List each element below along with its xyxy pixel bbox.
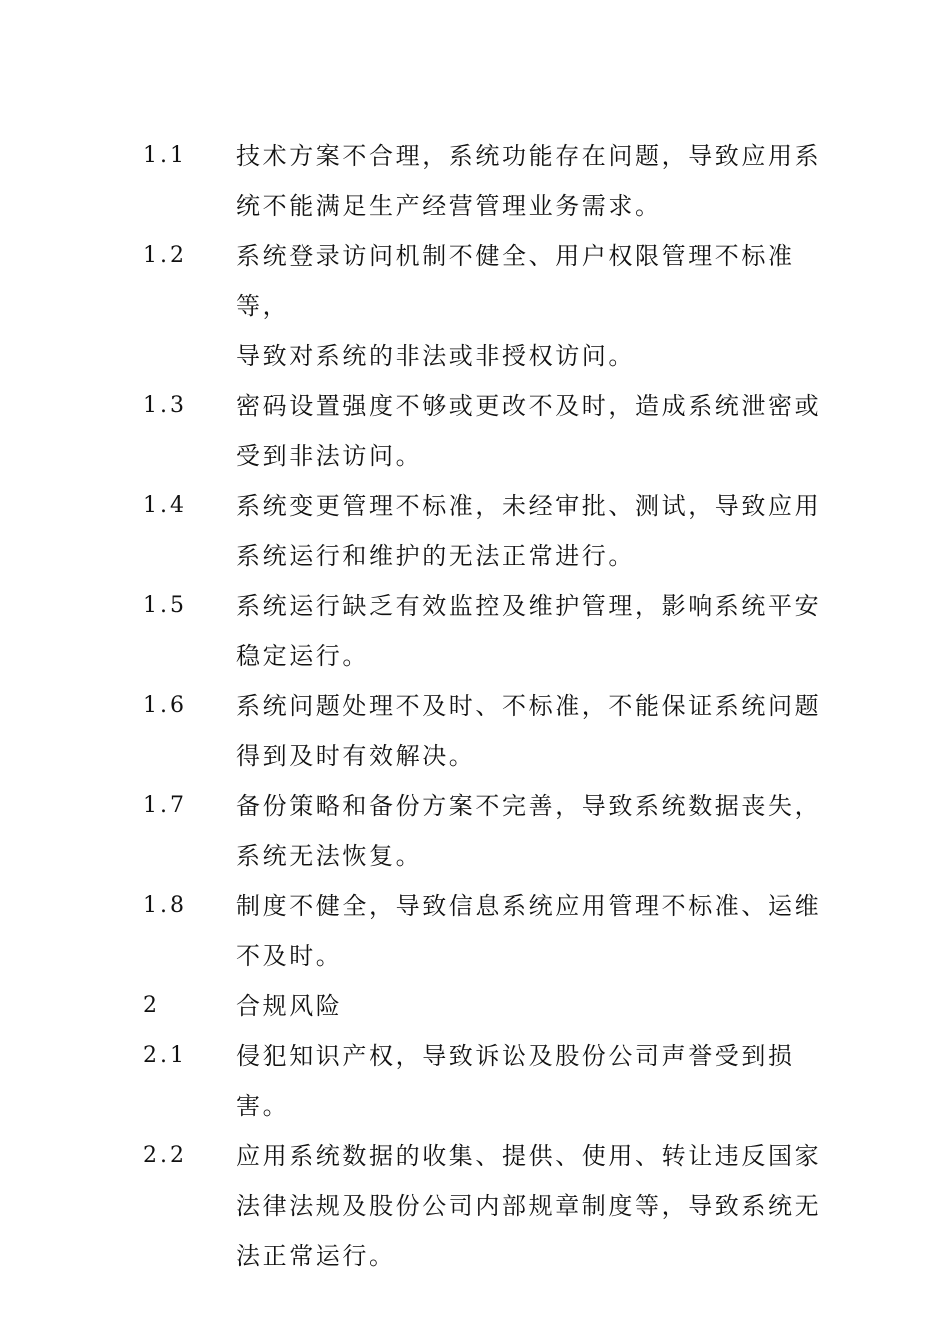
item-text: 应用系统数据的收集、提供、使用、转让违反国家 法律法规及股份公司内部规章制度等，导致系统无 法正常运行。	[236, 1142, 822, 1270]
list-item	[143, 681, 823, 781]
item-number: 2.2	[143, 1143, 187, 1168]
list-item	[143, 781, 823, 881]
section-number: 2	[143, 993, 160, 1018]
list-item	[143, 581, 823, 681]
item-text: 侵犯知识产权，导致诉讼及股份公司声誉受到损害。	[236, 1042, 795, 1120]
item-text: 系统变更管理不标准，未经审批、测试，导致应用 系统运行和维护的无法正常进行。	[236, 492, 822, 570]
list-item	[143, 131, 823, 231]
list-item	[143, 231, 823, 381]
item-text: 制度不健全，导致信息系统应用管理不标准、运维 不及时。	[236, 892, 822, 970]
item-text: 系统问题处理不及时、不标准，不能保证系统问题 得到及时有效解决。	[236, 692, 822, 770]
item-text: 技术方案不合理，系统功能存在问题，导致应用系 统不能满足生产经营管理业务需求。	[236, 142, 822, 220]
item-text: 备份策略和备份方案不完善，导致系统数据丧失， 系统无法恢复。	[236, 792, 822, 870]
item-number: 1.6	[143, 693, 187, 718]
list-item	[143, 881, 823, 981]
section-title: 合规风险	[236, 992, 343, 1020]
item-number: 1.1	[143, 143, 187, 168]
item-number: 2.1	[143, 1043, 187, 1068]
risk-list	[143, 131, 823, 1281]
item-number: 1.8	[143, 893, 187, 918]
item-text: 系统运行缺乏有效监控及维护管理，影响系统平安 稳定运行。	[236, 592, 822, 670]
item-number: 1.3	[143, 393, 187, 418]
item-number: 1.4	[143, 493, 187, 518]
item-number: 1.2	[143, 243, 187, 268]
item-text: 系统登录访问机制不健全、用户权限管理不标准等， 导致对系统的非法或非授权访问。	[236, 242, 795, 370]
item-number: 1.7	[143, 793, 187, 818]
section-heading	[143, 981, 823, 1031]
item-number: 1.5	[143, 593, 187, 618]
item-text: 密码设置强度不够或更改不及时，造成系统泄密或 受到非法访问。	[236, 392, 822, 470]
list-item	[143, 481, 823, 581]
list-item	[143, 381, 823, 481]
list-item	[143, 1131, 823, 1281]
list-item	[143, 1031, 823, 1131]
